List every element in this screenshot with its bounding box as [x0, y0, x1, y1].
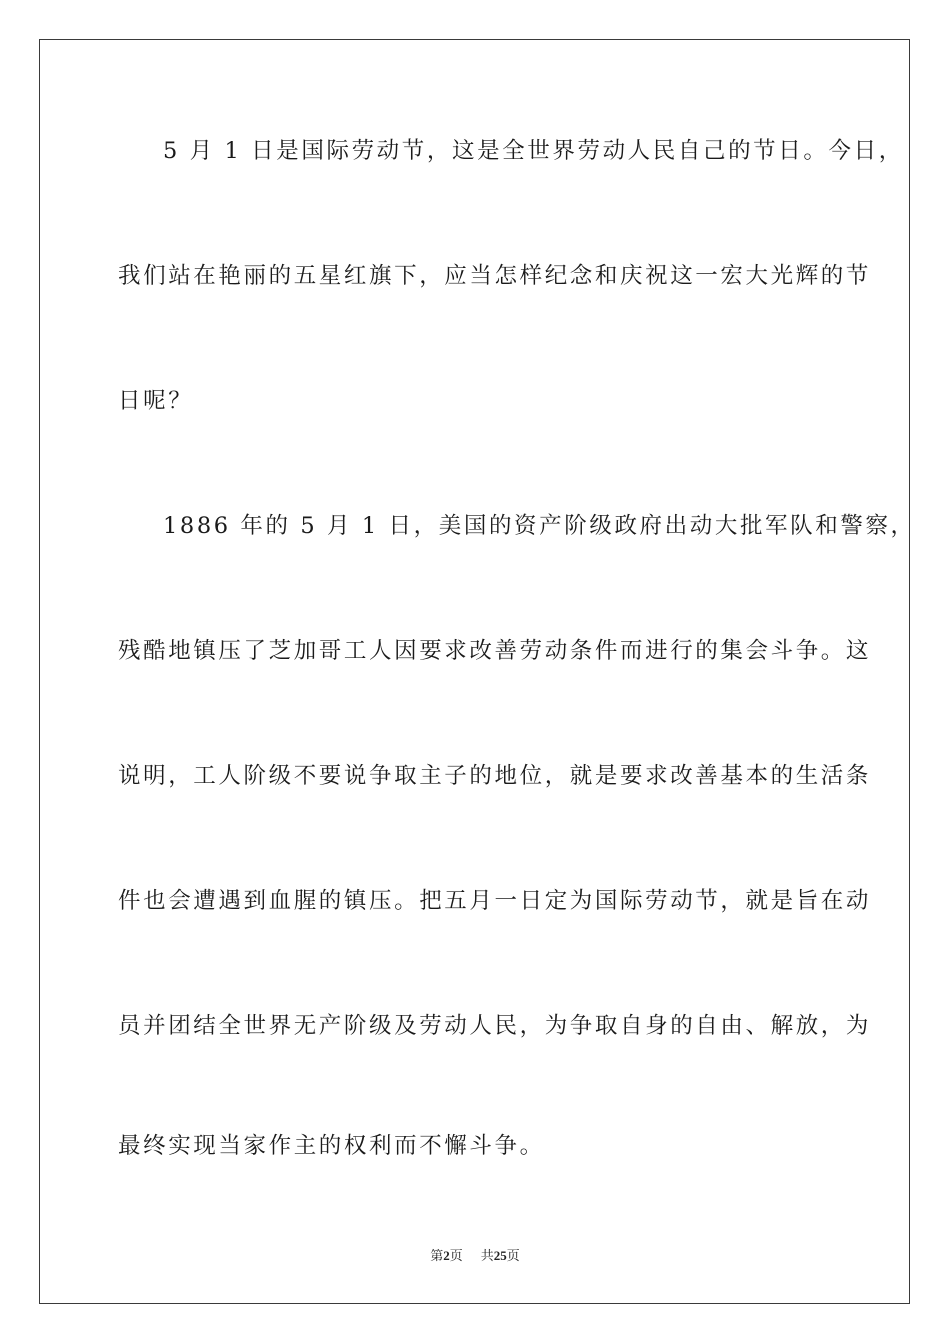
- page-number: 2: [443, 1248, 450, 1263]
- paragraph-2-line-4: 件也会遭遇到血腥的镇压。把五月一日定为国际劳动节，就是旨在动: [118, 888, 872, 914]
- paragraph-1-line-3: 日呢？: [118, 388, 194, 414]
- total-suffix: 页: [506, 1249, 520, 1264]
- page-suffix: 页: [449, 1249, 463, 1264]
- paragraph-1-line-1: 5 月 1 日是国际劳动节，这是全世界劳动人民自己的节日。今日，: [163, 138, 904, 164]
- paragraph-2-line-1: 1886 年的 5 月 1 日，美国的资产阶级政府出动大批军队和警察，: [163, 513, 916, 539]
- paragraph-2-line-5: 员并团结全世界无产阶级及劳动人民，为争取自身的自由、解放，为: [118, 1013, 872, 1039]
- paragraph-2-line-2: 残酷地镇压了芝加哥工人因要求改善劳动条件而进行的集会斗争。这: [118, 638, 872, 664]
- page-footer: [0, 1247, 950, 1266]
- page-border: [39, 39, 916, 1304]
- paragraph-2-line-3: 说明，工人阶级不要说争取主子的地位，就是要求改善基本的生活条: [118, 763, 872, 789]
- paragraph-1-line-2: 我们站在艳丽的五星红旗下，应当怎样纪念和庆祝这一宏大光辉的节: [118, 263, 872, 289]
- total-prefix: 共: [480, 1249, 494, 1264]
- paragraph-2-line-6: 最终实现当家作主的权利而不懈斗争。: [118, 1133, 545, 1159]
- page-prefix: 第: [430, 1249, 444, 1264]
- total-pages: 25: [493, 1248, 507, 1263]
